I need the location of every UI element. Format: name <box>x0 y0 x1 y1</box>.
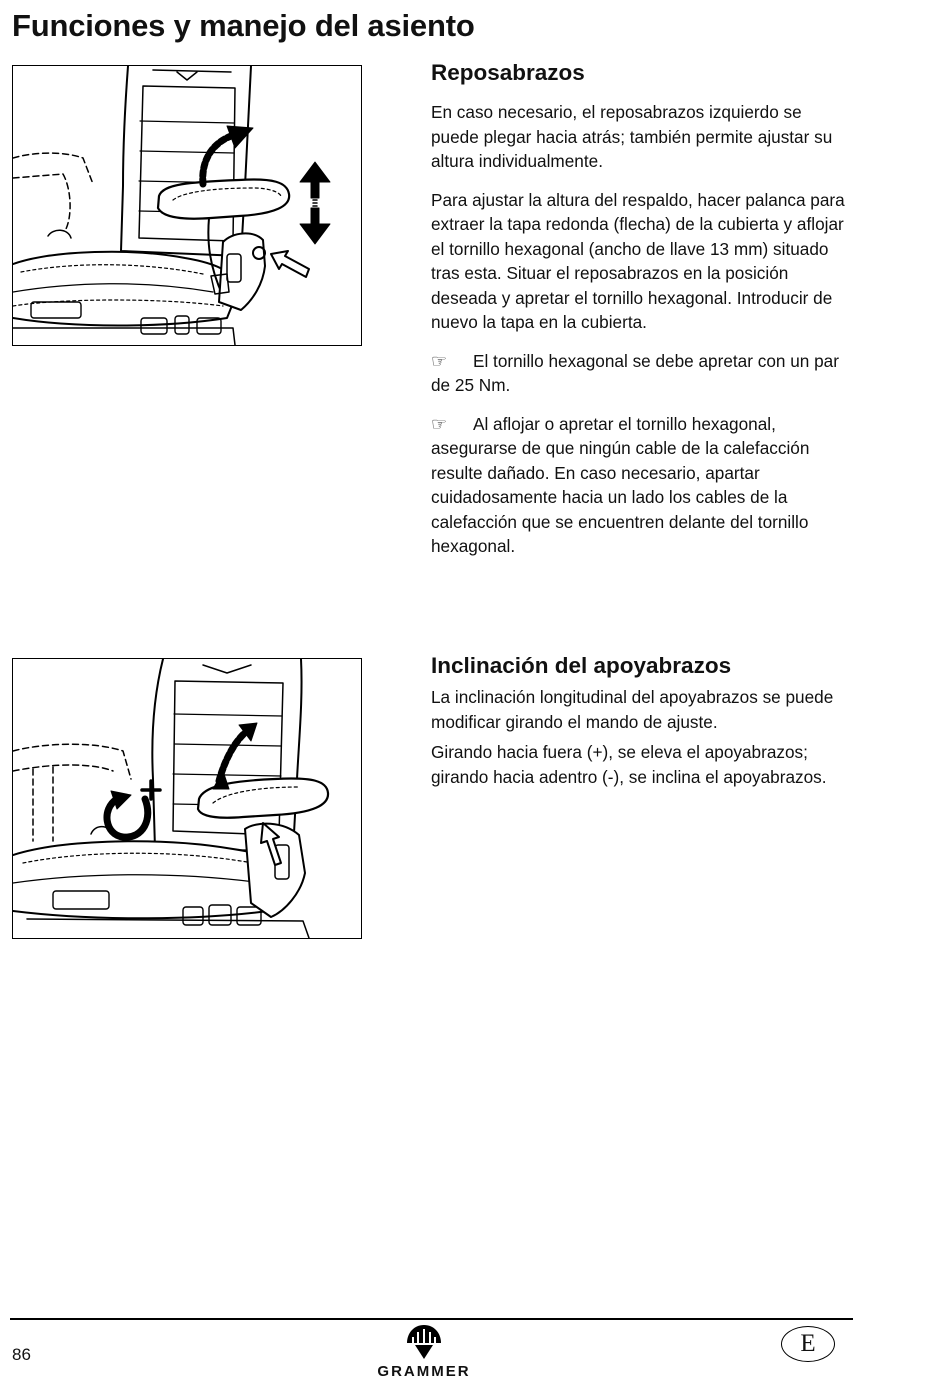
note-text: Al aflojar o apretar el tornillo hexagonal, asegurarse de que ningún cable de la calefacción resulte dañado. En caso necesario, apartar cuidadosamente hacia un lado los cables de la calefacción que se encuentren delante del tornillo hexagonal. <box>431 413 810 556</box>
paragraph: Para ajustar la altura del respaldo, hacer palanca para extraer la tapa redonda (flecha) de la cubierta y aflojar el tornillo hexagonal (ancho de llave 13 mm) situado tras esta. Situar el reposabrazos en la posición deseada y apretar el tornillo hexagonal. Introducir de nuevo la tapa en la cubierta. <box>431 189 845 332</box>
footer-divider <box>10 1318 853 1320</box>
section-armrests <box>431 60 851 573</box>
paragraph: La inclinación longitudinal del apoyabrazos se puede modificar girando el mando de ajuste. <box>431 687 834 732</box>
pointing-hand-icon: ☞ <box>431 413 448 434</box>
pointer-arrow-icon <box>271 251 309 277</box>
grammer-logo-icon <box>405 1323 443 1361</box>
rotate-knob-icon <box>107 791 148 837</box>
section-armrest-tilt <box>431 653 851 795</box>
armrest-tilt-figure <box>12 658 362 939</box>
seat-drawing <box>13 659 361 938</box>
note <box>431 412 851 559</box>
page-number: 86 <box>12 1345 31 1364</box>
seat-drawing <box>13 66 361 345</box>
section-heading: Reposabrazos <box>431 60 585 85</box>
page-title: Funciones y manejo del asiento <box>12 8 475 43</box>
grammer-logo <box>368 1323 480 1383</box>
pointing-hand-icon: ☞ <box>431 350 448 371</box>
armrest-figure <box>12 65 362 346</box>
up-down-arrow-icon <box>300 162 330 244</box>
note-text: El tornillo hexagonal se debe apretar con un par de 25 Nm. <box>431 350 839 395</box>
language-badge: E <box>781 1326 835 1362</box>
section-heading: Inclinación del apoyabrazos <box>431 653 732 678</box>
paragraph: En caso necesario, el reposabrazos izquierdo se puede plegar hacia atrás; también permite ajustar su altura individualmente. <box>431 102 833 171</box>
paragraph: Girando hacia fuera (+), se eleva el apoyabrazos; girando hacia adentro (-), se inclina el apoyabrazos. <box>431 742 827 787</box>
note <box>431 349 851 398</box>
brand-name: GRAMMER <box>377 1363 471 1380</box>
